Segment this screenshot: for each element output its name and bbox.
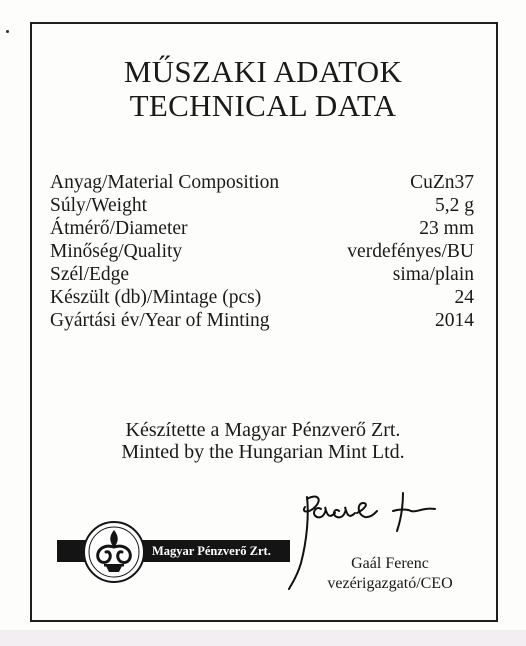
spec-row [50,172,474,195]
scan-edge [0,630,526,646]
spec-value: verdefényes/BU [347,241,474,262]
spec-value: sima/plain [392,264,474,285]
mint-logo-text: Magyar Pénzverő Zrt. [152,544,271,558]
spec-row [50,218,474,241]
spec-value: 23 mm [419,218,474,239]
spec-row [50,241,474,264]
spec-label: Átmérő/Diameter [50,218,188,239]
spec-label: Szél/Edge [50,264,130,285]
spec-table [50,172,474,333]
spec-row [50,287,474,310]
signer-role: vezérigazgató/CEO [327,575,453,592]
paper-speck [6,30,9,33]
spec-value: 24 [454,287,474,308]
spec-row [50,310,474,333]
spec-value: 2014 [435,310,474,331]
spec-label: Minőség/Quality [50,241,183,262]
spec-label: Készült (db)/Mintage (pcs) [50,287,262,308]
spec-value: 5,2 g [435,195,474,216]
spec-row [50,195,474,218]
spec-label: Gyártási év/Year of Minting [50,310,270,331]
credit-english: Minted by the Hungarian Mint Ltd. [121,441,405,463]
title-english: TECHNICAL DATA [129,88,397,123]
credit-hungarian: Készítette a Magyar Pénzverő Zrt. [125,419,401,441]
spec-label: Súly/Weight [50,195,148,216]
mint-emblem-icon [82,520,146,584]
spec-row [50,264,474,287]
spec-value: CuZn37 [410,172,474,193]
spec-label: Anyag/Material Composition [50,172,280,193]
signer-name: Gaál Ferenc [351,555,429,572]
title-hungarian: MŰSZAKI ADATOK [123,54,403,89]
